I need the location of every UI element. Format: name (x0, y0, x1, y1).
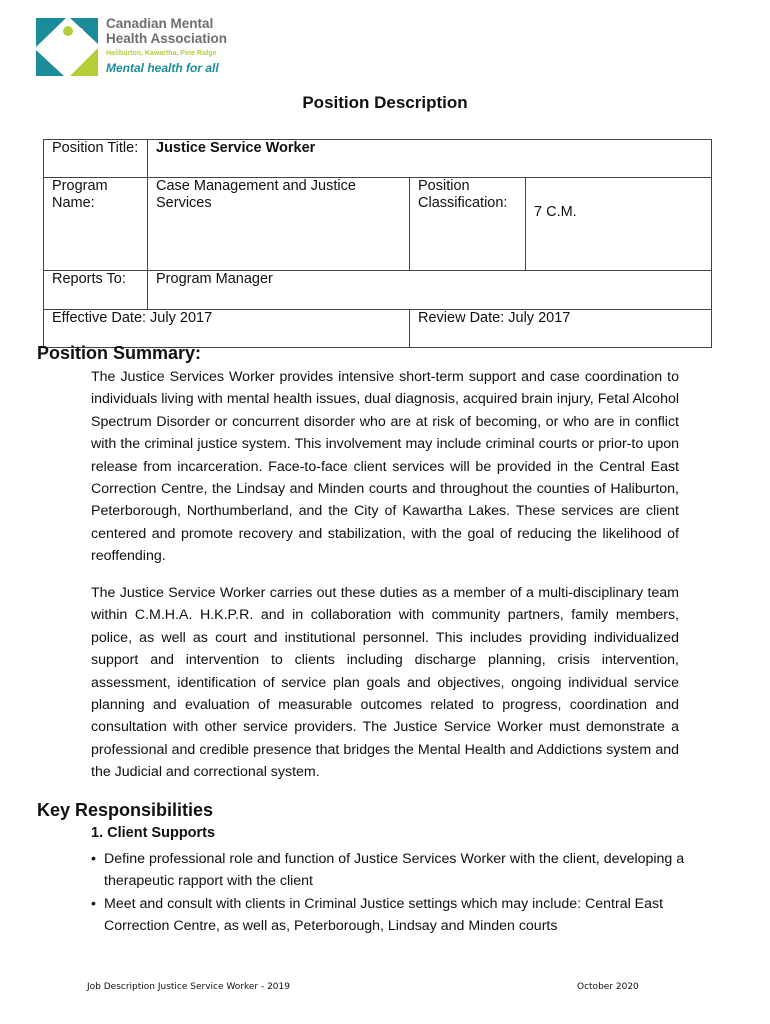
org-name-line1: Canadian Mental (106, 16, 214, 31)
footer-document-name: Job Description Justice Service Worker - 2019 (87, 982, 290, 992)
classification-value: 7 C.M. (526, 178, 712, 271)
responsibility-list (91, 848, 691, 938)
list-item (91, 893, 691, 938)
list-item-text: Meet and consult with clients in Criminal Justice settings which may include: Central East Correction Centre, as well as, Peterborough, Lindsay and Minden courts (104, 895, 664, 935)
reports-to-label: Reports To: (44, 271, 148, 310)
region-name: Haliburton, Kawartha, Pine Ridge (106, 50, 217, 57)
effective-date: Effective Date: July 2017 (44, 310, 410, 348)
table-row (44, 140, 712, 178)
tagline: Mental health for all (106, 61, 219, 75)
footer-date: October 2020 (577, 982, 639, 992)
table-row (44, 178, 712, 271)
review-date: Review Date: July 2017 (410, 310, 712, 348)
table-row (44, 310, 712, 348)
position-summary-heading: Position Summary: (37, 343, 202, 363)
position-title-value: Justice Service Worker (148, 140, 712, 178)
program-name-label: Program Name: (44, 178, 148, 271)
client-supports-subheading: 1. Client Supports (91, 825, 216, 841)
document-title: Position Description (302, 93, 468, 112)
org-name-line2: Health Association (106, 31, 228, 46)
table-row (44, 271, 712, 310)
position-info-table (43, 139, 712, 348)
list-item-text: Define professional role and function of Justice Services Worker with the client, developing a therapeutic rapport with the client (104, 851, 685, 890)
program-name-value: Case Management and Justice Services (148, 178, 410, 271)
cmha-figure-icon (36, 18, 98, 76)
position-title-label: Position Title: (44, 140, 148, 178)
bullet-icon: • (91, 895, 96, 912)
reports-to-value: Program Manager (148, 271, 712, 310)
organization-name (106, 16, 227, 46)
key-responsibilities-heading: Key Responsibilities (37, 800, 214, 820)
summary-paragraph-1: The Justice Services Worker provides intensive short-term support and case coordination to individuals living with mental health issues, dual diagnosis, acquired brain injury, Fetal Alcohol Spectrum Disorder or concurrent disorder who are at risk of becoming, or who are in conflict with the criminal justice system. This involvement may include criminal courts or prior-to upon release from incarceration. Face-to-face client services will be provided in the Central East Correction Centre, the Lindsay and Minden courts and throughout the counties of Haliburton, Peterborough, Northumberland, and the City of Kawartha Lakes. These services are client centered and promote recovery and stabilization, with the goal of reducing the likelihood of reoffending. (91, 369, 679, 565)
summary-paragraph-2: The Justice Service Worker carries out these duties as a member of a multi-disciplinary team within C.M.H.A. H.K.P.R. and in collaboration with community partners, family members, police, as well as court and institutional personnel. This includes providing individualized support and intervention to clients including discharge planning, crisis intervention, assessment, identification of service plan goals and objectives, ongoing individual service planning and evaluation of measurable outcomes related to progress, coordination and consultation with other service providers. The Justice Service Worker must demonstrate a professional and credible presence that bridges the Mental Health and Addictions system and the Judicial and correctional system. (91, 585, 679, 781)
classification-label: Position Classification: (410, 178, 526, 271)
list-item (91, 848, 691, 893)
bullet-icon: • (91, 851, 96, 867)
cmha-logo (36, 14, 296, 80)
